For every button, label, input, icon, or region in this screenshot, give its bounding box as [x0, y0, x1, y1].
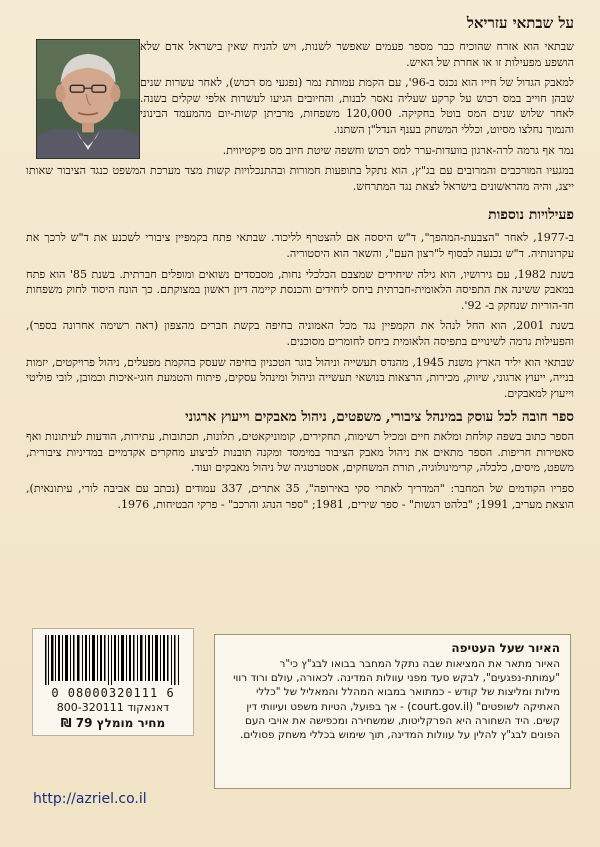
about-paragraph-3: נמר אף גרמה לרה-ארגון בוועדות-ערר למס רכוש וחשפה שיטת חיוב מס פיקטיווית. [222, 143, 574, 157]
barcode-panel [32, 628, 194, 736]
website-link[interactable]: http://azriel.co.il [33, 791, 147, 807]
danacode: דאנאקוד 800-320111 [56, 701, 170, 714]
main-text [26, 14, 574, 517]
activities-paragraph-1: ב-1977, לאחר "הצבעת-המהפך", ד"ש היססה אם להצטרף לליכוד. שבתאי פתח בקמפיין ציבורי לשכנע את ד"ש לרכך את עקרונותיה. ד"ש נכנעה לבסוף ל"רצון העם", והשאר הוא היסטוריה. [26, 231, 574, 260]
barcode-graphic [41, 635, 185, 685]
activities-paragraph-2: בשנת 1982, עם גירושיו, הוא גילה שיחידים שמצבם הכלכלי נחות, מסבסדים נשואים ומופלים חברתית. בשנת 85' הוא פתח במאבק ששינה את התפיסה הלאומית-חברתית ביחס ליחידים והכנסת קיימה דיון ראשון במצוקתם. כך הונח היסוד לחוק משפחות חד-הוריות שנחקק ב- 92'. [26, 267, 575, 312]
about-heading: על שבתאי עזריאל [466, 14, 574, 32]
cover-illustration-heading: האיור שעל העטיפה [451, 641, 560, 655]
activities-heading: פעילויות נוספות [488, 207, 574, 224]
recommended-price: מחיר מומלץ 79 ₪ [60, 716, 166, 730]
about-paragraph-1: שבתאי הוא אזרח שהוכיח כבר מספר פעמים שאפשר לשנות, ויש להניח שאין בישראל אדם שלא הושפע מפעילות זו או אחרת של האיש. [140, 40, 574, 69]
author-photo [36, 39, 140, 159]
author-photo-frame [36, 39, 140, 159]
book-paragraph-1: הספר כתוב בשפה קולחת ומלאת חיים ומכיל רשימות, תחקירים, קומוניקאטים, תלונות, תכתובות, עתירות, הודעות לעיתונות ואף סאטירות חריפות. הספר מתאים את ניהול מאבק הציבור במימסד ומקנה תובנות לביצוע מחקרים אקדמיים במדיניות ציבורית, משפט, מיסים, כלכלה, קרימינולוגיה, תורת המשחקים, אסטרטגיה של ניהול מאבקים ועוד. [26, 430, 574, 475]
about-paragraph-2: למאבק הגדול של חייו הוא נכנס ב-96', עם הקמת עמותת נמר (נפגעי מס רכוש), לאחר עשרות שנים שבהן חוייב במס רכוש על קרקע שעליה נאסר לבנות, והחיובים הגיעו לעשרות אלפי שקלים בשנה. לאחר שלוש שנים המס בוטל בחקיקה. 120,000 משפחות, מרביתן קשות-יום מהמעמד הבינוני והנמוך נחלצו מסיוט, וכללי המשחק בענף הנדל"ן השתנו. [140, 76, 574, 136]
cover-illustration-text: האיור מתאר את המציאות שבה נתקל המחבר בבואו לבג"ץ כי"ר "עמותת-נפגעים", לבקש סעד מפני עוולות המדינה. לכאורה, עולם ורוד רווי מילות ומליצות של קודש - כמתואר במבוא המהלל והמאליל של "כללי האתיקה לשופטים" (court.gov.il) - אך בפועל, הטיות משפט ועיוותי דין קשים. היד השחורה היא הפרקליטות, שמשחירה ומכפישה את אויבי העם הפונים לבג"ץ להלין על עוולות המדינה, תוך שימוש בכללי משחק פסולים. [233, 658, 560, 742]
cover-illustration-box [214, 634, 571, 789]
book-heading: ספר חובה לכל עוסק במינהל ציבורי, משפטים, ניהול מאבקים וייעוץ ארגוני [185, 409, 574, 426]
activities-paragraph-4: שבתאי הוא יליד הארץ משנת 1945, מהנדס תעשייה וניהול בוגר הטכניון בחיפה שעסק בהקמת מפעלים, ניהול פרויקטים, יזמות בנייה, ייעוץ ארגוני, שיווק, מכירות, הרצאות בנושאי תעשייה וניהול ומינהל עסקים, פיתוח והטמעת חוגי-איכות וכמובן, לובי פוליטי וייעוץ למאבקים. [26, 355, 574, 400]
barcode-number: 0 08000320111 6 [51, 686, 175, 700]
activities-paragraph-3: בשנת 2001, הוא החל לנהל את הקמפיין נגד מכל האמוניה בחיפה בקשת חברים מהצפון (ראה רשימה אחרונה בספר), והפעילות גרמה לשינויים בתפיסה הלאומית ביחס לחומרים מסוכנים. [26, 319, 574, 348]
about-paragraph-4: במגעיו המורכבים והמרובים עם בג"ץ, הוא נתקל בתופעות חמורות ובהתנכלויות קשות מצד מערכת המשפט כנגד הציבור שאותו ייצג, והיה מהראשונים בישראל לצאת נגד המתרחש. [26, 164, 574, 193]
book-paragraph-2: ספריו הקודמים של המחבר: "המדריך לאתרי סקי באירופה", 35 אתרים, 337 עמודים (נכתב עם אביבה לורי, עיתונאית), הוצאת מעריב, 1991; "בלהט רגשות" - ספר שירים, 1981; "ספר הנהג והרכב" - פרקי הבטיחות, 1976. [26, 482, 575, 511]
